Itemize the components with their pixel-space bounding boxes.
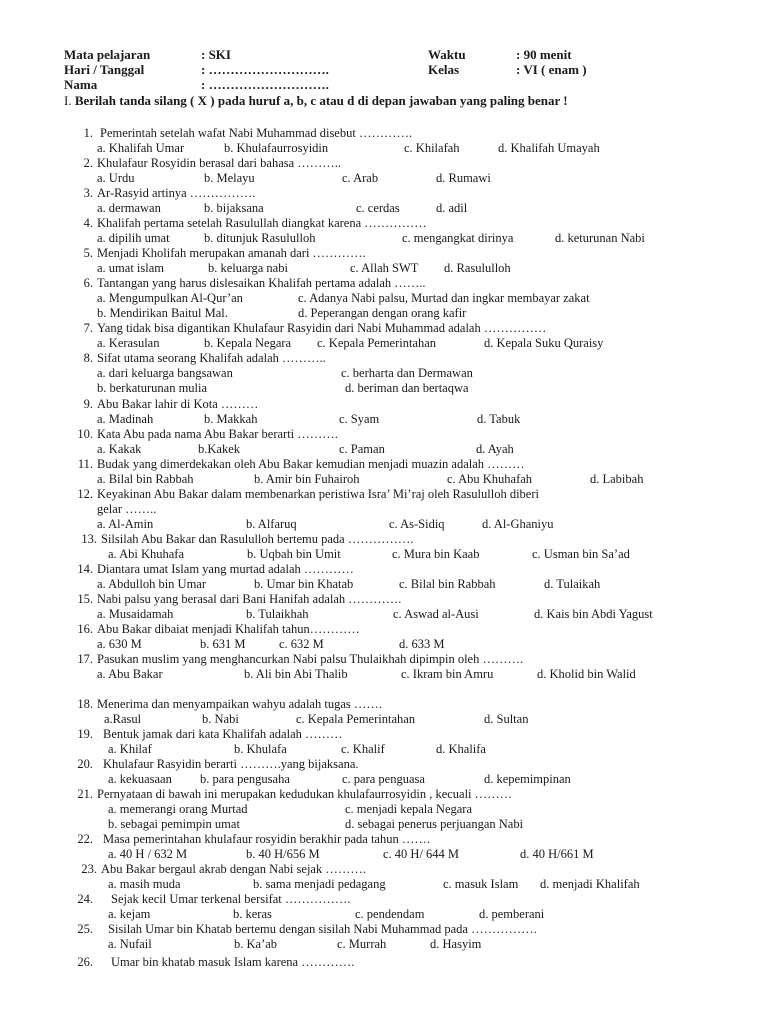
answer-option[interactable]: a. Abdulloh bin Umar xyxy=(97,577,207,591)
date-label: Hari / Tanggal xyxy=(64,62,145,77)
answer-option[interactable]: c. para penguasa xyxy=(342,772,425,786)
answer-option[interactable]: c. Paman xyxy=(339,442,385,456)
question-text: Khulafaur Rasyidin berarti ……….yang bijaksana. xyxy=(103,757,359,771)
answer-option[interactable]: b. para pengusaha xyxy=(200,772,290,786)
question-number: 10. xyxy=(77,427,93,441)
answer-option[interactable]: b. ditunjuk Rasululloh xyxy=(204,231,316,245)
question-text: Sejak kecil Umar terkenal bersifat ……………. xyxy=(111,892,351,906)
answer-option[interactable]: a.Rasul xyxy=(104,712,142,726)
answer-option[interactable]: b. Amir bin Fuhairoh xyxy=(254,472,360,486)
question-text: Abu Bakar lahir di Kota ……… xyxy=(97,397,259,411)
answer-option[interactable]: c. Bilal bin Rabbah xyxy=(399,577,496,591)
answer-option[interactable]: d. kepemimpinan xyxy=(484,772,571,786)
question-number: 17. xyxy=(77,652,93,666)
answer-option[interactable]: d. Kholid bin Walid xyxy=(537,667,636,681)
answer-option[interactable]: d. Ayah xyxy=(476,442,514,456)
time-label: Waktu xyxy=(428,47,466,62)
answer-option[interactable]: a. Al-Amin xyxy=(97,517,154,531)
answer-option[interactable]: b. keras xyxy=(233,907,272,921)
question-number: 20. xyxy=(77,757,93,771)
answer-option[interactable]: b. sama menjadi pedagang xyxy=(253,877,386,891)
header-info xyxy=(64,47,724,93)
answer-option[interactable]: c. Abu Khuhafah xyxy=(447,472,533,486)
instruction xyxy=(64,93,568,108)
answer-option[interactable]: b. bijaksana xyxy=(204,201,264,215)
answer-option[interactable]: d. Kais bin Abdi Yagust xyxy=(534,607,653,621)
question-number: 6. xyxy=(83,276,93,290)
question-text: Nabi palsu yang berasal dari Bani Hanifah adalah …………. xyxy=(97,592,402,606)
answer-option[interactable]: c. 40 H/ 644 M xyxy=(383,847,460,861)
answer-option[interactable]: a. Abu Bakar xyxy=(97,667,163,681)
answer-option[interactable]: d. Sultan xyxy=(484,712,529,726)
answer-option[interactable]: b. 631 M xyxy=(200,637,246,651)
answer-option[interactable]: a. dipilih umat xyxy=(97,231,170,245)
question-number: 16. xyxy=(77,622,93,636)
question-text: Sifat utama seorang Khalifah adalah ……….. xyxy=(97,351,326,365)
question-text: Kata Abu pada nama Abu Bakar berarti ………. xyxy=(97,427,338,441)
question-number: 2. xyxy=(83,156,93,170)
answer-option[interactable]: b. 40 H/656 M xyxy=(246,847,320,861)
answer-option[interactable]: c. Kepala Pemerintahan xyxy=(296,712,416,726)
answer-option[interactable]: a. masih muda xyxy=(108,877,181,891)
answer-option[interactable]: d. Tabuk xyxy=(477,412,521,426)
answer-option[interactable]: c. mengangkat dirinya xyxy=(402,231,514,245)
answer-option[interactable]: d. Peperangan dengan orang kafir xyxy=(298,306,467,320)
answer-option[interactable]: b. sebagai pemimpin umat xyxy=(108,817,240,831)
answer-option[interactable]: b. Ali bin Abi Thalib xyxy=(244,667,348,681)
name-label: Nama xyxy=(64,77,98,92)
answer-option[interactable]: d. Rumawi xyxy=(436,171,491,185)
question-number: 13. xyxy=(81,532,97,546)
answer-option[interactable]: c. berharta dan Dermawan xyxy=(341,366,473,380)
answer-option[interactable]: b. Alfaruq xyxy=(246,517,297,531)
answer-option[interactable]: a. Kakak xyxy=(97,442,142,456)
question-number: 23. xyxy=(81,862,97,876)
question-text: Pemerintah setelah wafat Nabi Muhammad disebut …………. xyxy=(100,126,413,140)
question-text: Pernyataan di bawah ini merupakan kedudukan khulafaurrosyidin , kecuali ……… xyxy=(97,787,513,801)
answer-option[interactable]: d. Tulaikah xyxy=(544,577,601,591)
answer-option[interactable]: a. Khilaf xyxy=(108,742,152,756)
answer-option[interactable]: b. Makkah xyxy=(204,412,258,426)
answer-option[interactable]: a. kekuasaan xyxy=(108,772,172,786)
answer-option[interactable]: c. pendendam xyxy=(355,907,425,921)
answer-option[interactable]: d. keturunan Nabi xyxy=(555,231,645,245)
answer-option[interactable]: d. pemberani xyxy=(479,907,545,921)
answer-option[interactable]: a. Mengumpulkan Al-Qur’an xyxy=(97,291,243,305)
answer-option[interactable]: d. Kepala Suku Quraisy xyxy=(484,336,604,350)
answer-option[interactable]: d. Hasyim xyxy=(430,937,482,951)
answer-option[interactable]: a. Kerasulan xyxy=(97,336,160,350)
answer-option[interactable]: c. Aswad al-Ausi xyxy=(393,607,479,621)
answer-option[interactable]: a. dari keluarga bangsawan xyxy=(97,366,233,380)
answer-option[interactable]: c. Khilafah xyxy=(404,141,460,155)
answer-option[interactable]: c. Kepala Pemerintahan xyxy=(317,336,437,350)
answer-option[interactable]: a. Urdu xyxy=(97,171,135,185)
answer-option[interactable]: c. cerdas xyxy=(356,201,400,215)
answer-option[interactable]: a. dermawan xyxy=(97,201,161,215)
question-number: 22. xyxy=(77,832,93,846)
answer-option[interactable]: a. 40 H / 632 M xyxy=(108,847,188,861)
answer-option[interactable]: c. Adanya Nabi palsu, Murtad dan ingkar membayar zakat xyxy=(298,291,590,305)
answer-option[interactable]: c. Khalif xyxy=(341,742,385,756)
question-text: Budak yang dimerdekakan oleh Abu Bakar kemudian menjadi muazin adalah ……… xyxy=(97,457,525,471)
answer-option[interactable]: d. Khalifah Umayah xyxy=(498,141,600,155)
answer-option[interactable]: a. Bilal bin Rabbah xyxy=(97,472,194,486)
question-number: 18. xyxy=(77,697,93,711)
question-text-continued: gelar …….. xyxy=(97,502,157,516)
answer-option[interactable]: c. masuk Islam xyxy=(443,877,519,891)
question-text: Menjadi Kholifah merupakan amanah dari …………. xyxy=(97,246,366,260)
answer-option[interactable]: a. Madinah xyxy=(97,412,154,426)
answer-option[interactable]: a. Nufail xyxy=(108,937,152,951)
answer-option[interactable]: c. Usman bin Sa’ad xyxy=(532,547,630,561)
question-text: Masa pemerintahan khulafaur rosyidin berakhir pada tahun ……. xyxy=(103,832,430,846)
question-number: 8. xyxy=(83,351,93,365)
question-number: 26. xyxy=(77,955,93,969)
question-text: Pasukan muslim yang menghancurkan Nabi palsu Thulaikhah dipimpin oleh ………. xyxy=(97,652,524,666)
answer-option[interactable]: b. Ka’ab xyxy=(234,937,278,951)
answer-option[interactable]: a. kejam xyxy=(108,907,151,921)
time-value: : 90 menit xyxy=(516,47,572,62)
answer-option[interactable]: b. Melayu xyxy=(204,171,255,185)
answer-option[interactable]: c. Allah SWT xyxy=(350,261,419,275)
answer-option[interactable]: b. keluarga nabi xyxy=(208,261,288,275)
answer-option[interactable]: c. Murrah xyxy=(337,937,387,951)
answer-option[interactable]: b. Nabi xyxy=(202,712,239,726)
answer-option[interactable]: d. menjadi Khalifah xyxy=(540,877,640,891)
question-number: 5. xyxy=(83,246,93,260)
question-number: 9. xyxy=(83,397,93,411)
answer-option[interactable]: d. Al-Ghaniyu xyxy=(482,517,554,531)
answer-option[interactable]: a. Khalifah Umar xyxy=(97,141,185,155)
answer-option[interactable]: c. 632 M xyxy=(279,637,324,651)
answer-option[interactable]: d. Rasululloh xyxy=(444,261,511,275)
class-label: Kelas xyxy=(428,62,460,77)
answer-option[interactable]: b. berkaturunan mulia xyxy=(97,381,208,395)
answer-option[interactable]: d. beriman dan bertaqwa xyxy=(345,381,469,395)
subject-label: Mata pelajaran xyxy=(64,47,151,62)
question-text: Yang tidak bisa digantikan Khulafaur Rasyidin dari Nabi Muhammad adalah …………… xyxy=(97,321,547,335)
question-text: Umar bin khatab masuk Islam karena …………. xyxy=(111,955,355,969)
question-text: Ar-Rasyid artinya ……………. xyxy=(97,186,256,200)
question-text: Tantangan yang harus dislesaikan Khalifah pertama adalah …….. xyxy=(97,276,426,290)
answer-option[interactable]: c. menjadi kepala Negara xyxy=(345,802,473,816)
question-number: 19. xyxy=(77,727,93,741)
answer-option[interactable]: d. sebagai penerus perjuangan Nabi xyxy=(345,817,524,831)
question-number: 4. xyxy=(83,216,93,230)
class-value: : VI ( enam ) xyxy=(516,62,587,77)
answer-option[interactable]: c. Syam xyxy=(339,412,380,426)
answer-option[interactable]: b.Kakek xyxy=(198,442,240,456)
instruction-text: Berilah tanda silang ( X ) pada huruf a, b, c atau d di depan jawaban yang paling benar ! xyxy=(74,93,568,108)
question-text: Diantara umat Islam yang murtad adalah ………… xyxy=(97,562,354,576)
answer-option[interactable]: a. Musaidamah xyxy=(97,607,174,621)
answer-option[interactable]: a. Abi Khuhafa xyxy=(108,547,185,561)
question-text: Khulafaur Rosyidin berasal dari bahasa ……….. xyxy=(97,156,342,170)
answer-option[interactable]: c. Ikram bin Amru xyxy=(401,667,494,681)
answer-option[interactable]: b. Uqbah bin Umit xyxy=(247,547,341,561)
answer-option[interactable]: b. Mendirikan Baitul Mal. xyxy=(97,306,228,320)
answer-option[interactable]: c. Mura bin Kaab xyxy=(392,547,480,561)
answer-option[interactable]: a. memerangi orang Murtad xyxy=(108,802,248,816)
question-number: 24. xyxy=(77,892,93,906)
answer-option[interactable]: b. Khulafa xyxy=(234,742,287,756)
question-number: 15. xyxy=(77,592,93,606)
question-number: 11. xyxy=(77,457,93,471)
subject-value: : SKI xyxy=(201,47,231,62)
question-number: 21. xyxy=(77,787,93,801)
answer-option[interactable]: d. adil xyxy=(436,201,468,215)
answer-option[interactable]: c. Arab xyxy=(342,171,379,185)
date-value: : ………………………. xyxy=(201,62,329,77)
answer-option[interactable]: b. Tulaikhah xyxy=(246,607,309,621)
instruction-prefix: I. xyxy=(64,93,75,108)
answer-option[interactable]: b. Kepala Negara xyxy=(204,336,292,350)
question-text: Abu Bakar bergaul akrab dengan Nabi sejak ………. xyxy=(101,862,366,876)
question-number: 1. xyxy=(83,126,93,140)
question-number: 12. xyxy=(77,487,93,501)
question-text: Khalifah pertama setelah Rasulullah diangkat karena …………… xyxy=(97,216,427,230)
question-number: 14. xyxy=(77,562,93,576)
answer-option[interactable]: c. As-Sidiq xyxy=(389,517,445,531)
question-number: 7. xyxy=(83,321,93,335)
question-text: Sisilah Umar bin Khatab bertemu dengan sisilah Nabi Muhammad pada ……………. xyxy=(108,922,537,936)
answer-option[interactable]: b. Khulafaurrosyidin xyxy=(224,141,329,155)
question-text: Abu Bakar dibaiat menjadi Khalifah tahun………… xyxy=(97,622,360,636)
question-text: Bentuk jamak dari kata Khalifah adalah ……… xyxy=(103,727,343,741)
question-number: 3. xyxy=(83,186,93,200)
name-value: : ………………………. xyxy=(201,77,329,92)
question-number: 25. xyxy=(77,922,93,936)
answer-option[interactable]: d. 633 M xyxy=(399,637,445,651)
question-text: Silsilah Abu Bakar dan Rasululloh bertemu pada ……………. xyxy=(101,532,414,546)
answer-option[interactable]: d. Khalifa xyxy=(436,742,486,756)
answer-option[interactable]: d. Labibah xyxy=(590,472,644,486)
answer-option[interactable]: a. umat islam xyxy=(97,261,164,275)
question-text: Menerima dan menyampaikan wahyu adalah tugas ……. xyxy=(97,697,382,711)
answer-option[interactable]: a. 630 M xyxy=(97,637,142,651)
answer-option[interactable]: b. Umar bin Khatab xyxy=(254,577,354,591)
answer-option[interactable]: d. 40 H/661 M xyxy=(520,847,594,861)
question-text: Keyakinan Abu Bakar dalam membenarkan peristiwa Isra’ Mi’raj oleh Rasululloh diberi xyxy=(97,487,539,501)
